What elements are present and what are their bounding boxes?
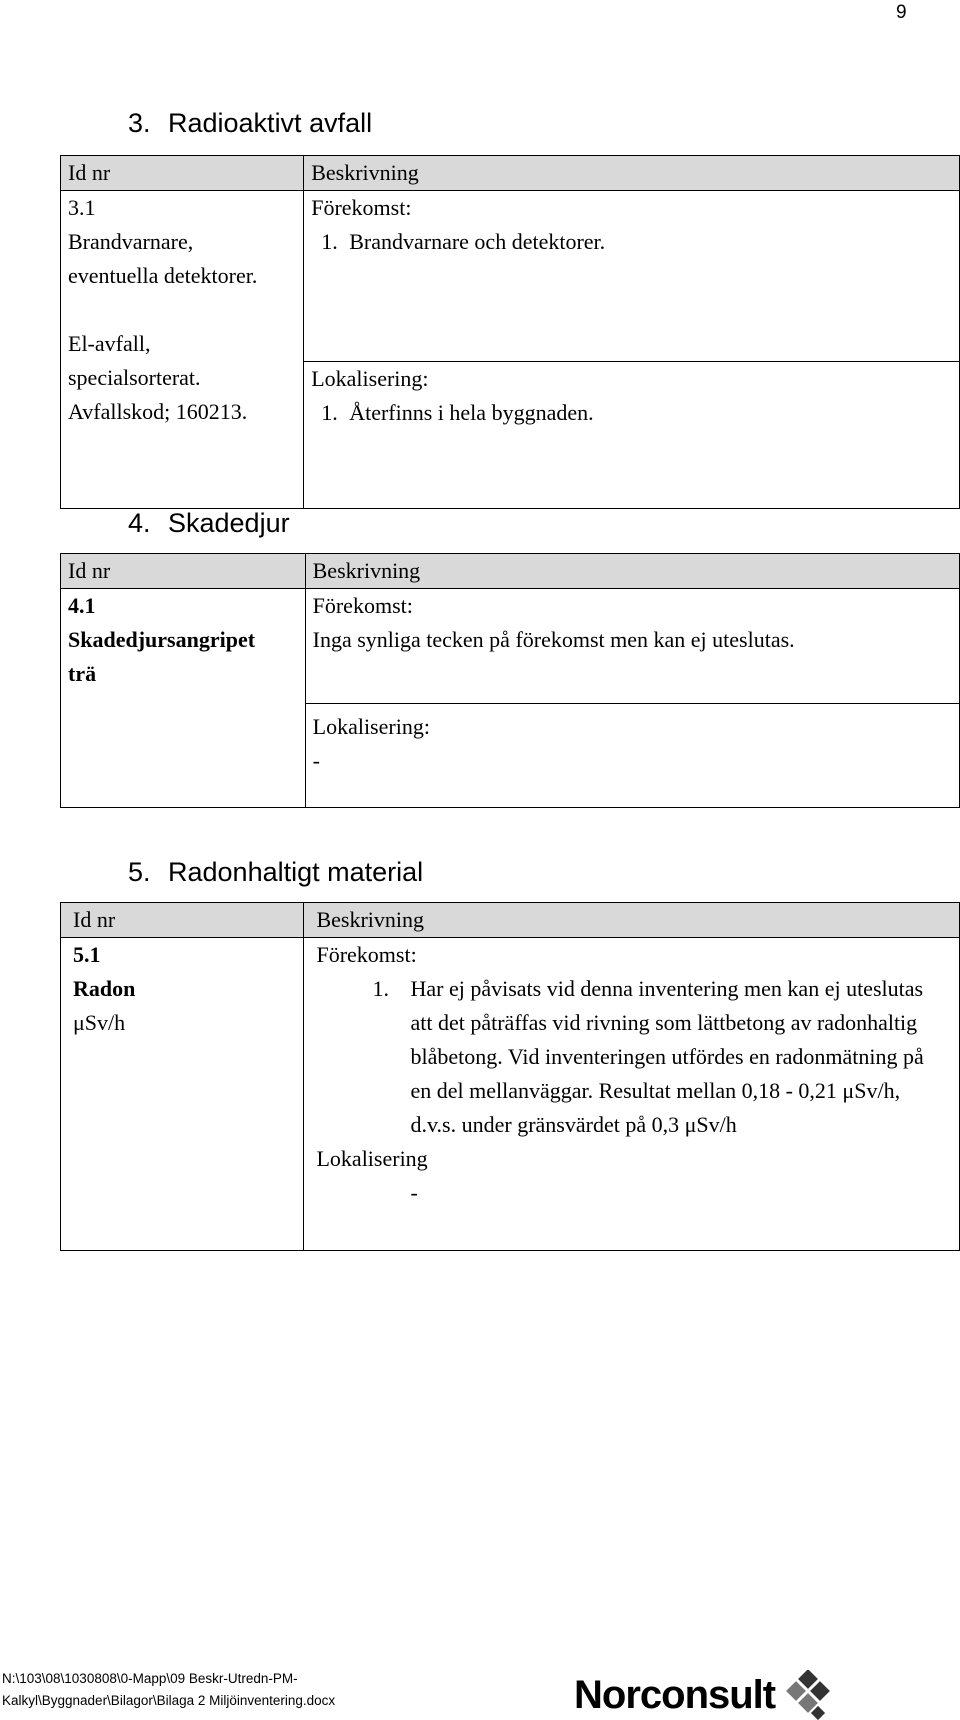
section-5-heading: Radonhaltigt material [168,857,424,887]
id-line: Radon [73,976,136,1001]
section-3-title [128,108,372,139]
logo-diamond-icon [779,1670,837,1720]
section-3-heading: Radioaktivt avfall [168,108,373,138]
section-3-occurrence-cell [304,191,960,362]
occurrence-label: Förekomst: [311,195,412,220]
section-5-desc-header: Beskrivning [304,903,960,938]
id-line: specialsorterat. [68,365,201,390]
occurrence-label: Förekomst: [312,593,413,618]
section-5-table [60,902,960,1251]
section-5-title [128,857,423,888]
id-line: El-avfall, [68,331,151,356]
section-4-title [128,508,290,539]
id-line: μSv/h [73,1010,126,1035]
norconsult-logo [574,1670,837,1720]
location-label: Lokalisering [316,1146,428,1171]
section-4-id-header: Id nr [61,554,306,589]
section-3-location-cell [304,362,960,509]
id-line: 3.1 [68,195,96,220]
section-4-occurrence-cell [305,589,959,704]
section-3-table [60,155,960,509]
id-line: 4.1 [68,593,96,618]
footer-path-line-1: N:\103\08\1030808\0-Mapp\09 Beskr-Utredn-PM- [2,1671,298,1686]
page-number: 9 [896,2,907,23]
id-line: Skadedjursangripet [68,627,256,652]
section-3-id-header: Id nr [61,156,304,191]
id-line: Brandvarnare, [68,229,194,254]
section-5-id-cell [61,938,304,1251]
section-4-id-cell [61,589,306,808]
section-5-number: 5. [128,857,151,887]
id-line: trä [68,661,97,686]
occurrence-item: 1. Har ej påvisats vid denna inventering men kan ej uteslutas att det påträffas vid rivning som lättbetong av radonhaltig blåbetong. Vid inventeringen utfördes en radonmätning på en del mellanväggar. Resultat mellan 0,18 - 0,21 μSv/h, d.v.s. under gränsvärdet på 0,3 μSv/h [372,976,924,1137]
id-line: eventuella detektorer. [68,263,258,288]
occurrence-text: Inga synliga tecken på förekomst men kan ej uteslutas. [312,627,795,652]
logo-text: Norconsult [574,1672,776,1717]
section-4-number: 4. [128,508,151,538]
location-label: Lokalisering: [312,714,430,739]
location-item: 1. Återfinns i hela byggnaden. [321,400,594,425]
section-4-heading: Skadedjur [168,508,290,538]
occurrence-item: 1. Brandvarnare och detektorer. [321,229,606,254]
section-5-id-header: Id nr [61,903,304,938]
location-text: - [410,1180,418,1205]
id-line: Avfallskod; 160213. [68,399,248,424]
section-3-number: 3. [128,108,151,138]
section-3-id-cell [61,191,304,509]
section-5-description-cell [304,938,960,1251]
id-line: 5.1 [73,942,101,967]
footer-path-line-2: Kalkyl\Byggnader\Bilagor\Bilaga 2 Miljöinventering.docx [2,1693,336,1708]
location-text: - [312,748,320,773]
footer-file-path [2,1668,335,1712]
section-4-location-cell [305,704,959,808]
section-3-desc-header: Beskrivning [304,156,960,191]
occurrence-label: Förekomst: [316,942,417,967]
section-4-desc-header: Beskrivning [305,554,959,589]
location-label: Lokalisering: [311,366,429,391]
section-4-table [60,553,960,808]
id-spacer [68,293,303,327]
